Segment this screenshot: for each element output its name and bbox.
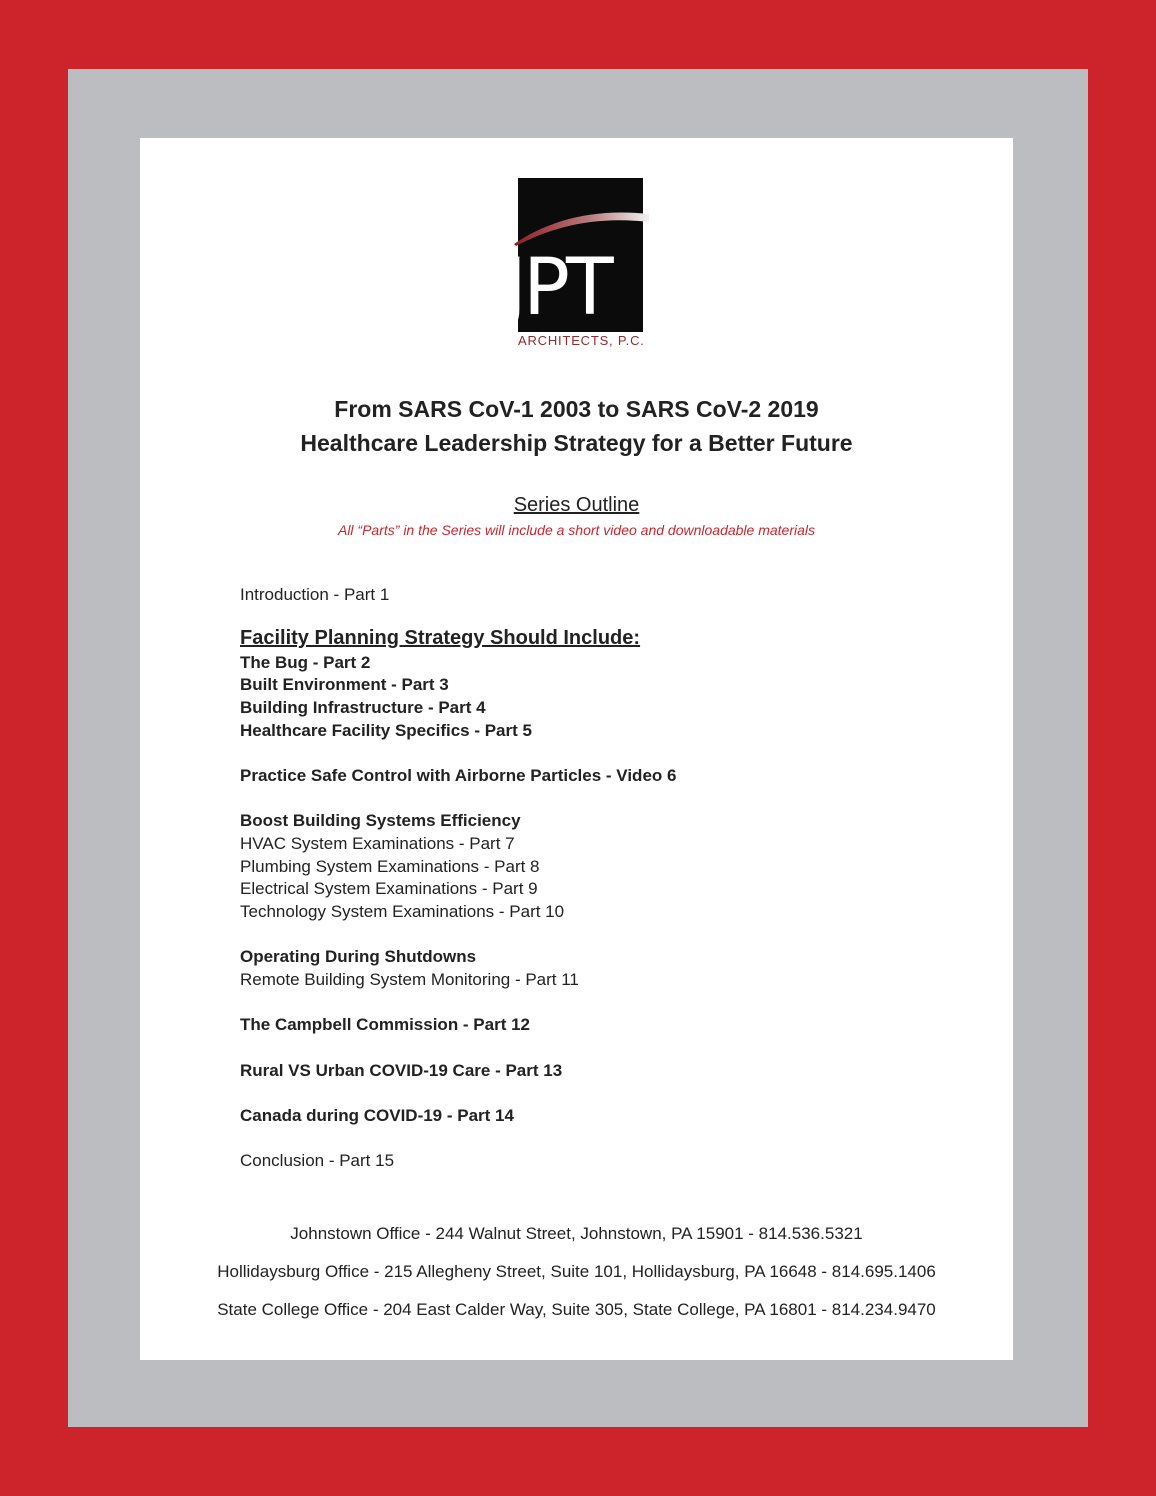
outline-item: HVAC System Examinations - Part 7 bbox=[240, 834, 515, 853]
document-title bbox=[140, 392, 1013, 460]
outline-item: Rural VS Urban COVID-19 Care - Part 13 bbox=[240, 1061, 563, 1080]
logo-swoosh-icon bbox=[514, 178, 649, 248]
outline-item: Practice Safe Control with Airborne Particles - Video 6 bbox=[240, 766, 677, 785]
outline-item: Building Infrastructure - Part 4 bbox=[240, 698, 486, 717]
section-heading-building-systems: Boost Building Systems Efficiency bbox=[240, 811, 521, 830]
title-line-1: From SARS CoV-1 2003 to SARS CoV-2 2019 bbox=[334, 396, 819, 422]
outline-item: Introduction - Part 1 bbox=[240, 585, 390, 604]
outline-item: Conclusion - Part 15 bbox=[240, 1151, 395, 1170]
section-heading-shutdowns: Operating During Shutdowns bbox=[240, 947, 477, 966]
outline-item: Canada during COVID-19 - Part 14 bbox=[240, 1106, 514, 1125]
inner-gray-frame bbox=[68, 69, 1088, 1427]
outline-item: Plumbing System Examinations - Part 8 bbox=[240, 857, 540, 876]
office-johnstown: Johnstown Office - 244 Walnut Street, Johnstown, PA 15901 - 814.536.5321 bbox=[290, 1224, 863, 1243]
office-state-college: State College Office - 204 East Calder Way, Suite 305, State College, PA 16801 - 814.234.9470 bbox=[217, 1300, 936, 1319]
title-line-2: Healthcare Leadership Strategy for a Better Future bbox=[300, 430, 853, 456]
outline-item: The Campbell Commission - Part 12 bbox=[240, 1015, 531, 1034]
section-heading-facility-planning: Facility Planning Strategy Should Include: bbox=[240, 627, 641, 649]
jpt-logo bbox=[504, 178, 648, 350]
logo-letters: JPT bbox=[504, 243, 610, 333]
outline-item: Electrical System Examinations - Part 9 bbox=[240, 879, 538, 898]
series-outline-note: All “Parts” in the Series will include a short video and downloadable materials bbox=[337, 522, 816, 538]
series-outline-heading: Series Outline bbox=[513, 494, 640, 516]
logo-black-box bbox=[504, 178, 643, 333]
outline-item: Built Environment - Part 3 bbox=[240, 675, 449, 694]
office-hollidaysburg: Hollidaysburg Office - 215 Allegheny Street, Suite 101, Hollidaysburg, PA 16648 - 814.695.1406 bbox=[217, 1262, 936, 1281]
outline-item: Technology System Examinations - Part 10 bbox=[240, 902, 565, 921]
outline-item: The Bug - Part 2 bbox=[240, 653, 371, 672]
document-page bbox=[140, 138, 1013, 1360]
outline-item: Remote Building System Monitoring - Part 11 bbox=[240, 970, 579, 989]
outline-item: Healthcare Facility Specifics - Part 5 bbox=[240, 721, 532, 740]
logo-subtitle: ARCHITECTS, P.C. bbox=[518, 333, 645, 348]
